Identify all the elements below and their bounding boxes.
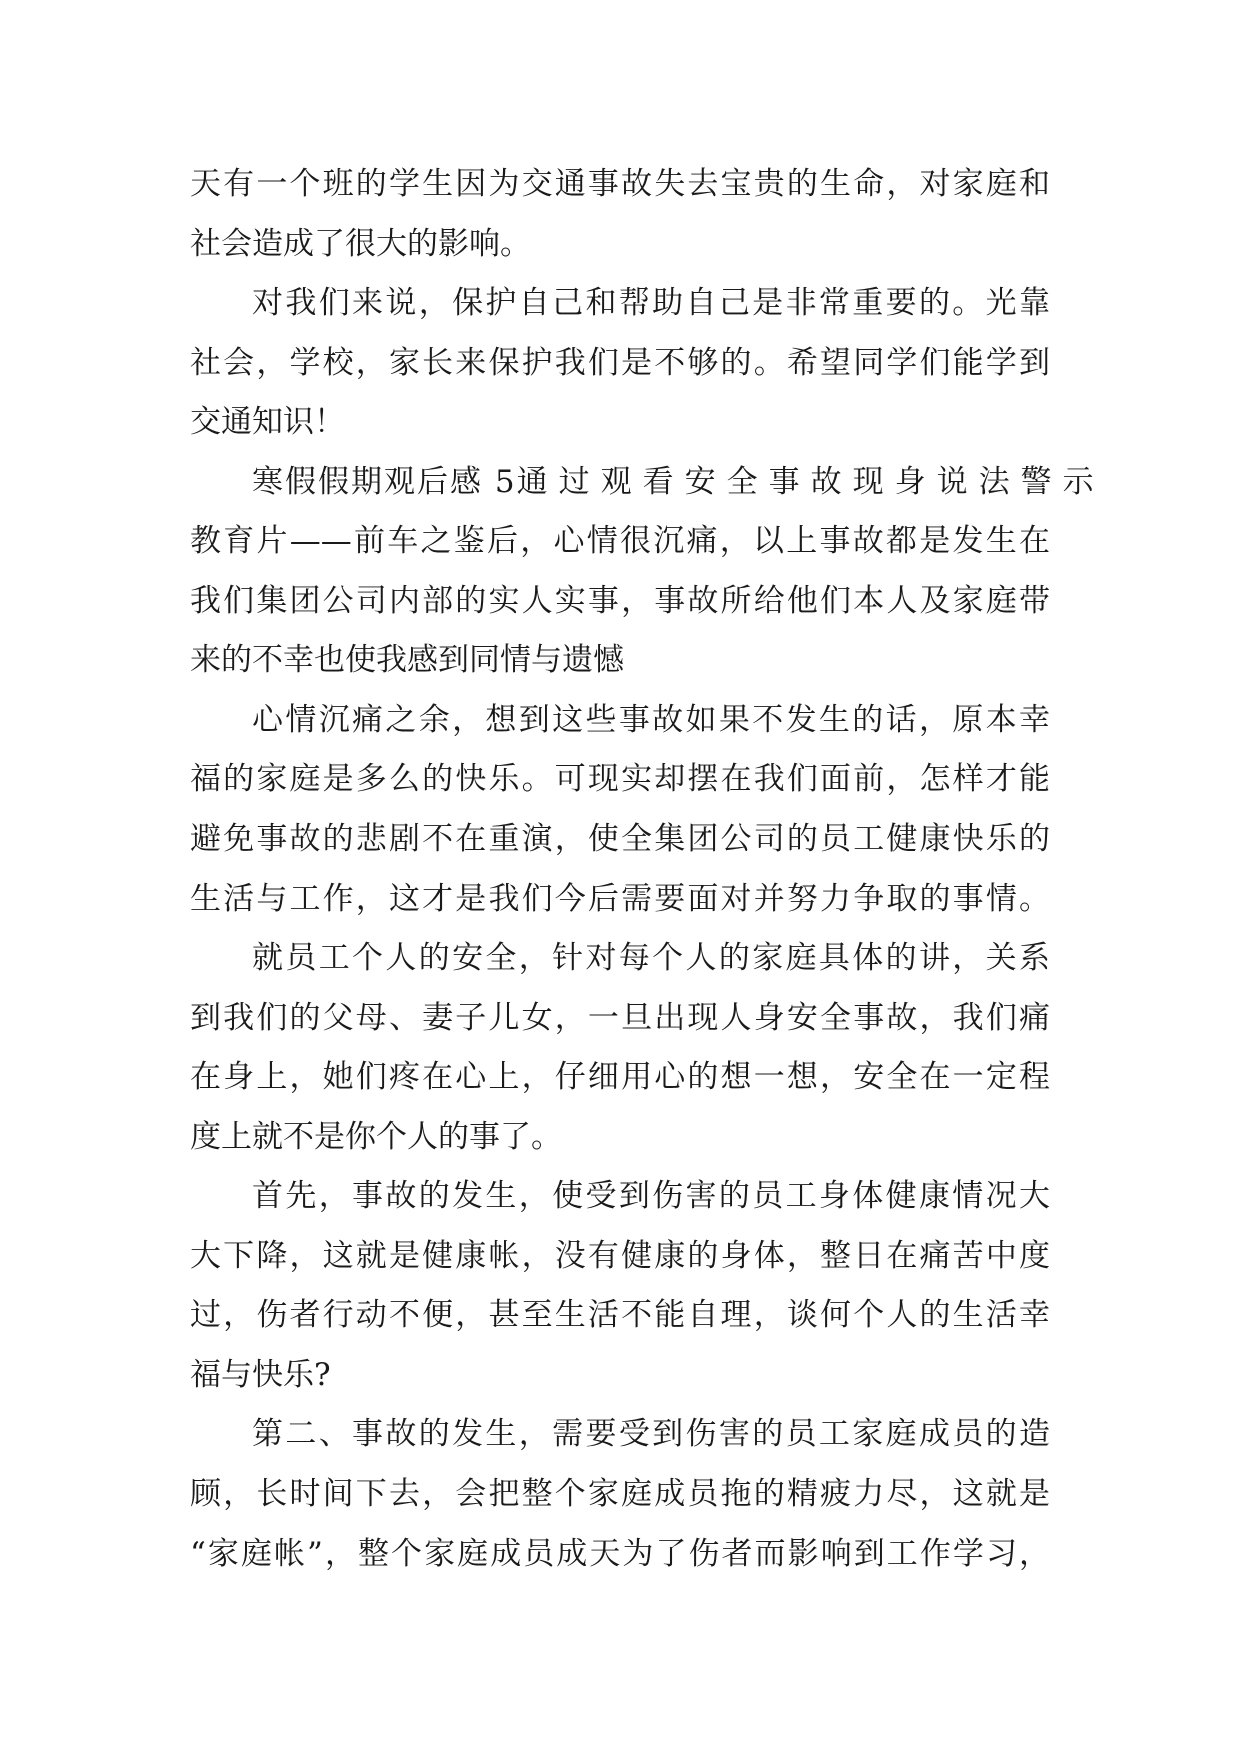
text-line: 福的家庭是多么的快乐。可现实却摆在我们面前，怎样才能 [190, 761, 1050, 798]
text-line: 教育片——前车之鉴后，心情很沉痛，以上事故都是发生在 [190, 523, 1050, 560]
text-line: 对我们来说，保护自己和帮助自己是非常重要的。光靠 [252, 285, 1050, 322]
text-line: 就员工个人的安全，针对每个人的家庭具体的讲，关系 [252, 940, 1050, 977]
text-line: 顾，长时间下去，会把整个家庭成员拖的精疲力尽，这就是 [190, 1476, 1050, 1513]
text-line: 社会造成了很大的影响。 [190, 225, 531, 262]
text-line: 第二、事故的发生，需要受到伤害的员工家庭成员的造 [252, 1416, 1050, 1453]
text-line: 大下降，这就是健康帐，没有健康的身体，整日在痛苦中度 [190, 1237, 1050, 1274]
text-line: 生活与工作，这才是我们今后需要面对并努力争取的事情。 [190, 880, 1050, 917]
text-line: 避免事故的悲剧不在重演，使全集团公司的员工健康快乐的 [190, 821, 1050, 858]
text-line: 首先，事故的发生，使受到伤害的员工身体健康情况大 [252, 1178, 1050, 1215]
text-line: 社会，学校，家长来保护我们是不够的。希望同学们能学到 [190, 344, 1050, 381]
text-line: 交通知识！ [190, 404, 345, 441]
text-line: 福与快乐? [190, 1356, 331, 1393]
text-line: 来的不幸也使我感到同情与遗憾 [190, 642, 624, 679]
body-text [190, 155, 1105, 1584]
text-line: 我们集团公司内部的实人实事，事故所给他们本人及家庭带 [190, 582, 1050, 619]
section-heading: 寒假假期观后感 5 [252, 463, 517, 500]
text-line: 过，伤者行动不便，甚至生活不能自理，谈何个人的生活幸 [190, 1297, 1050, 1334]
text-line: 心情沉痛之余，想到这些事故如果不发生的话，原本幸 [252, 701, 1050, 738]
section-heading-line [190, 453, 1105, 513]
text-line: “家庭帐”，整个家庭成员成天为了伤者而影响到工作学习， [190, 1535, 1050, 1572]
section-first-words: 通过观看安全事故现身说法警示 [516, 463, 1105, 500]
text-line: 天有一个班的学生因为交通事故失去宝贵的生命，对家庭和 [190, 166, 1050, 202]
text-line: 度上就不是你个人的事了。 [190, 1118, 562, 1155]
text-line: 到我们的父母、妻子儿女，一旦出现人身安全事故，我们痛 [190, 999, 1050, 1036]
text-line: 在身上，她们疼在心上，仔细用心的想一想，安全在一定程 [190, 1059, 1050, 1096]
